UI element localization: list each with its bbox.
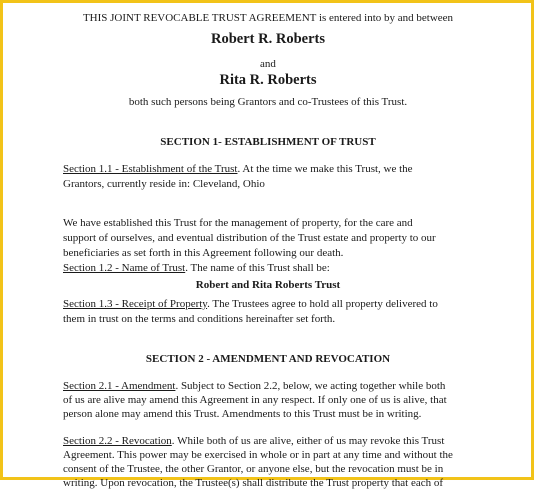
section-1-2-heading: Section 1.2 - Name of Trust bbox=[63, 262, 186, 274]
grantor-name-1: Robert R. Roberts bbox=[211, 31, 325, 47]
section-1-1-line-1: Section 1.1 - Establishment of the Trust. At the time we make this Trust, we the bbox=[63, 163, 413, 175]
section-2-2-line-1: Section 2.2 - Revocation. While both of us are alive, either of us may revoke this Trust bbox=[63, 435, 445, 447]
section-2-1-line-2: of us are alive may amend this Agreement in any respect. If only one of us is alive, that bbox=[63, 394, 447, 406]
purpose-line-1: We have established this Trust for the management of property, for the care and bbox=[63, 217, 413, 229]
section-1-3-line-2: them in trust on the terms and conditions hereinafter set forth. bbox=[63, 313, 336, 325]
and-word: and bbox=[260, 58, 276, 70]
section-2-2-line-4: writing. Upon revocation, the Trustee(s) shall distribute the Trust property that each of bbox=[63, 477, 444, 489]
section-2-2-line-3: consent of the Trustee, the other Grantor, or anyone else, but the revocation must be in bbox=[63, 463, 444, 475]
section-1-1-line-2: Grantors, currently reside in: Cleveland, Ohio bbox=[63, 178, 265, 190]
section-2-1-line-1: Section 2.1 - Amendment. Subject to Section 2.2, below, we acting together while both bbox=[63, 380, 446, 392]
purpose-line-3: beneficiaries as set forth in this Agreement following our death. bbox=[63, 247, 344, 259]
section-1-3-heading: Section 1.3 - Receipt of Property bbox=[63, 298, 208, 310]
section-1-2-line: Section 1.2 - Name of Trust. The name of this Trust shall be: bbox=[63, 262, 330, 274]
section-1-1-heading: Section 1.1 - Establishment of the Trust bbox=[63, 163, 238, 175]
intro-line: THIS JOINT REVOCABLE TRUST AGREEMENT is entered into by and between bbox=[82, 12, 454, 24]
section-2-2-line-2: Agreement. This power may be exercised in whole or in part at any time and without the bbox=[63, 449, 453, 461]
section-2-title: SECTION 2 - AMENDMENT AND REVOCATION bbox=[145, 353, 391, 365]
grantor-name-2: Rita R. Roberts bbox=[219, 72, 317, 88]
purpose-line-2: support of ourselves, and eventual distribution of the Trust estate and property to our bbox=[63, 232, 436, 244]
section-2-1-line-3: person alone may amend this Trust. Amendments to this Trust must be in writing. bbox=[63, 408, 422, 420]
section-2-2-heading: Section 2.2 - Revocation bbox=[63, 435, 172, 447]
trust-name: Robert and Rita Roberts Trust bbox=[195, 279, 341, 291]
section-1-title: SECTION 1- ESTABLISHMENT OF TRUST bbox=[160, 136, 376, 148]
grantors-statement: both such persons being Grantors and co-Trustees of this Trust. bbox=[128, 96, 408, 108]
section-2-1-heading: Section 2.1 - Amendment bbox=[63, 380, 176, 392]
section-1-3-line-1: Section 1.3 - Receipt of Property. The Trustees agree to hold all property delivered to bbox=[63, 298, 438, 310]
